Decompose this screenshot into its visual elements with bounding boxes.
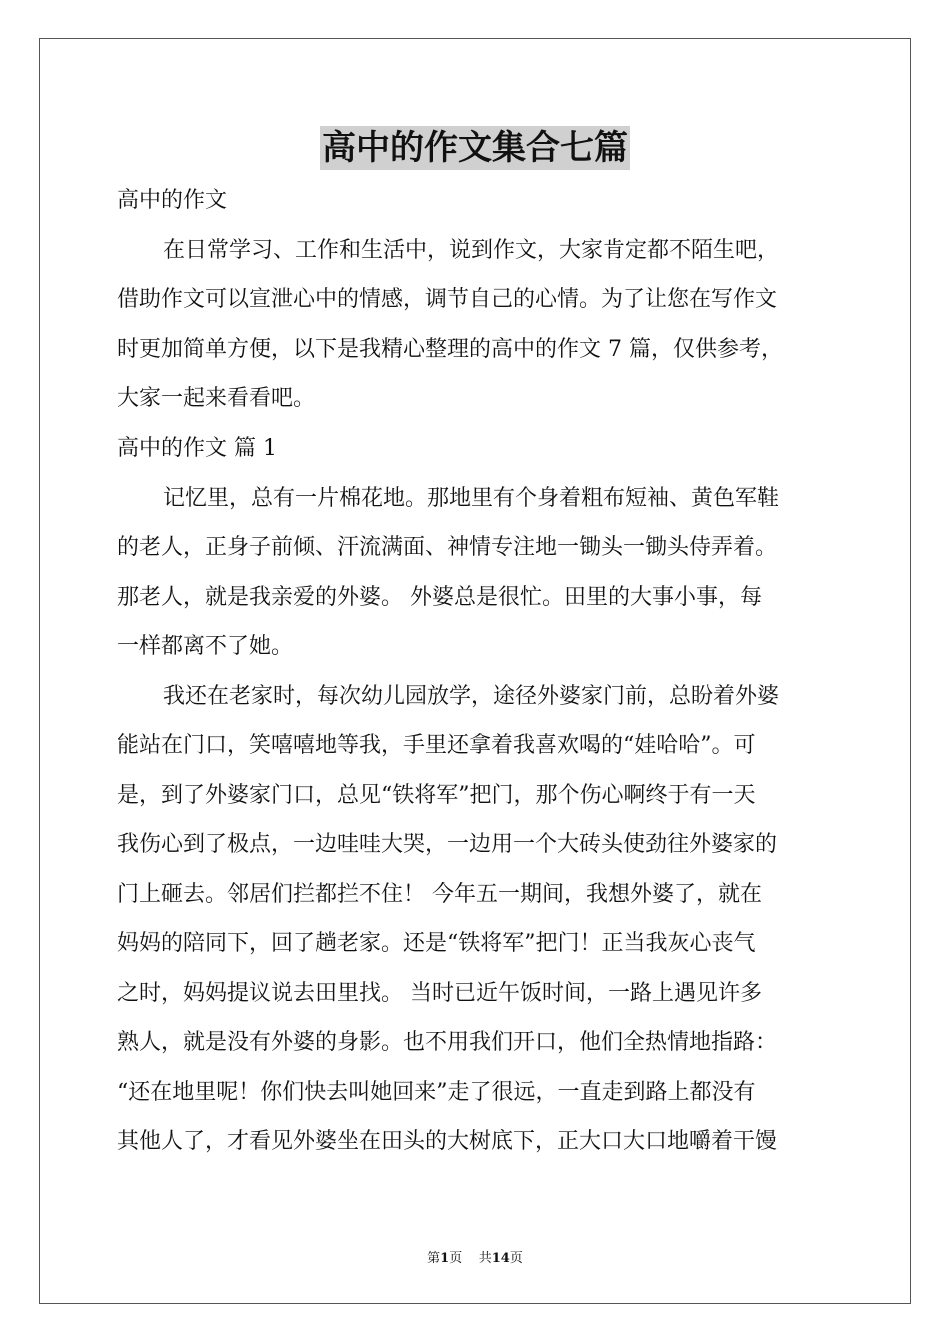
paragraph-line: 是，到了外婆家门口，总见“铁将军”把门，那个伤心啊终于有一天: [117, 783, 756, 808]
paragraph-line: “还在地里呢！你们快去叫她回来”走了很远，一直走到路上都没有: [117, 1080, 756, 1105]
paragraph-line: 那老人，就是我亲爱的外婆。 外婆总是很忙。田里的大事小事，每: [117, 585, 762, 610]
paragraph-line: 门上砸去。邻居们拦都拦不住！ 今年五一期间，我想外婆了，就在: [117, 882, 762, 907]
paragraph-line: 我还在老家时，每次幼儿园放学，途径外婆家门前，总盼着外婆: [163, 684, 780, 709]
subtitle: 高中的作文: [117, 188, 228, 213]
page-frame: [39, 38, 911, 1304]
paragraph-line: 我伤心到了极点，一边哇哇大哭，一边用一个大砖头使劲往外婆家的: [117, 832, 778, 857]
intro-line: 大家一起来看看吧。: [117, 386, 316, 411]
intro-line: 在日常学习、工作和生活中，说到作文，大家肯定都不陌生吧，: [163, 238, 780, 263]
paragraph-line: 的老人，正身子前倾、汗流满面、神情专注地一锄头一锄头侍弄着。: [117, 535, 778, 560]
footer-page-number: 1: [440, 1251, 450, 1266]
paragraph-line: 妈妈的陪同下，回了趟老家。还是“铁将军”把门！正当我灰心丧气: [117, 931, 756, 956]
footer-page-prefix: 第: [427, 1251, 441, 1266]
intro-line: 借助作文可以宣泄心中的情感，调节自己的心情。为了让您在写作文: [117, 287, 778, 312]
page-footer: [0, 1247, 950, 1266]
footer-page-mid: 页 共: [449, 1251, 492, 1266]
paragraph-line: 其他人了，才看见外婆坐在田头的大树底下，正大口大口地嚼着干馒: [117, 1129, 778, 1154]
document-title: 高中的作文集合七篇: [322, 128, 628, 168]
footer-page-suffix: 页: [509, 1251, 523, 1266]
paragraph-line: 熟人，就是没有外婆的身影。也不用我们开口，他们全热情地指路：: [117, 1030, 778, 1055]
paragraph-line: 记忆里，总有一片棉花地。那地里有个身着粗布短袖、黄色军鞋: [163, 486, 780, 511]
paragraph-line: 能站在门口，笑嘻嘻地等我，手里还拿着我喜欢喝的“娃哈哈”。可: [117, 733, 756, 758]
footer-page-total: 14: [491, 1251, 510, 1266]
paragraph-line: 之时，妈妈提议说去田里找。 当时已近午饭时间，一路上遇见许多: [117, 981, 762, 1006]
section-heading: 高中的作文 篇 1: [117, 436, 277, 461]
title-wrap: [0, 126, 950, 170]
paragraph-line: 一样都离不了她。: [117, 634, 294, 659]
intro-line: 时更加简单方便，以下是我精心整理的高中的作文 7 篇，仅供参考，: [117, 337, 783, 362]
